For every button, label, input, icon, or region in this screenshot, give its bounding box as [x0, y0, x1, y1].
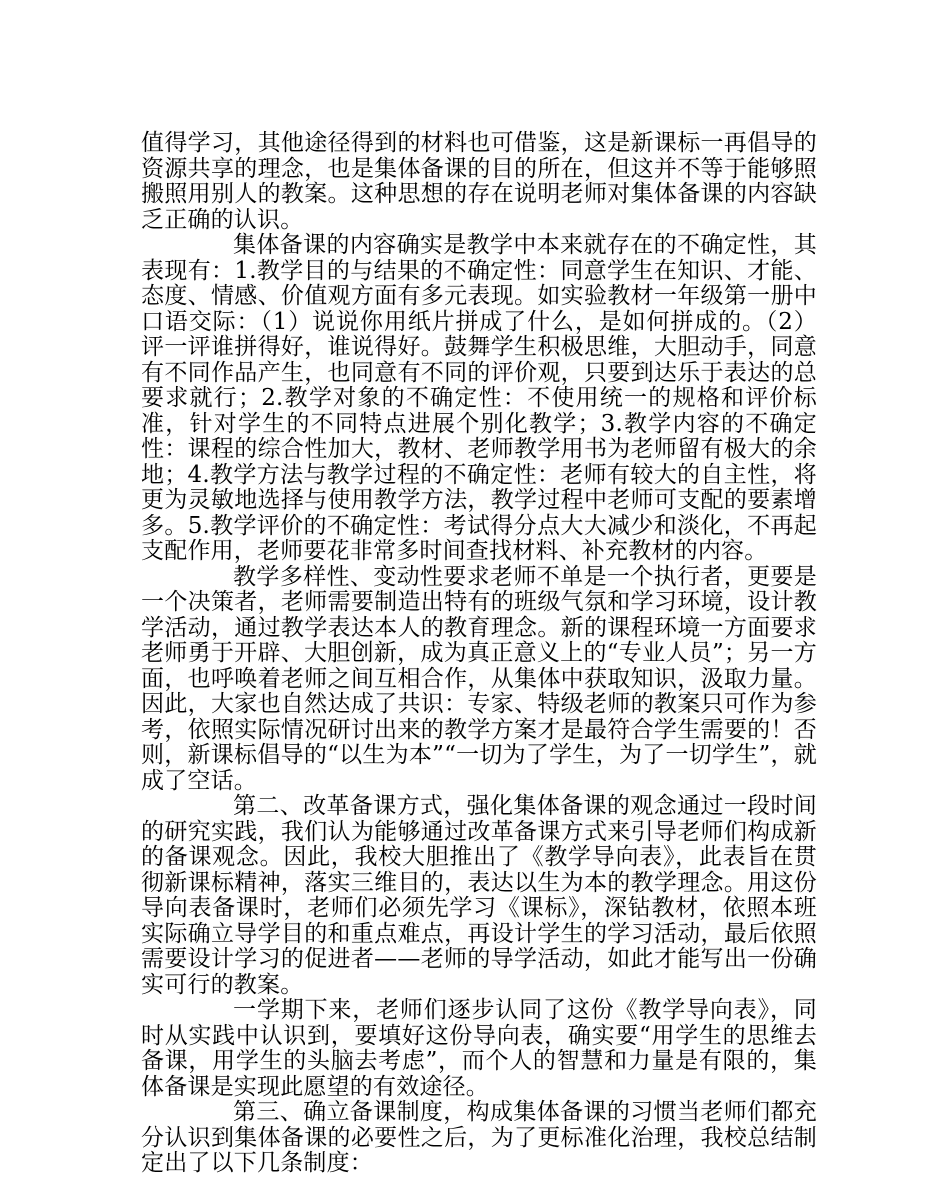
document-body — [141, 131, 817, 1177]
paragraph-3: 教学多样性、变动性要求老师不单是一个执行者，更要是一个决策者，老师需要制造出特有的班级气氛和学习环境，设计教学活动，通过教学表达本人的教育理念。新的课程环境一方面要求老师勇于开辟、大胆创新，成为真正意义上的“专业人员”；另一方面，也呼唤着老师之间互相合作，从集体中获取知识，汲取力量。因此，大家也自然达成了共识：专家、特级老师的教案只可作为参考，依照实际情况研讨出来的教学方案才是最符合学生需要的！否则，新课标倡导的“以生为本”“一切为了学生，为了一切学生”，就成了空话。 — [141, 563, 817, 794]
paragraph-5: 一学期下来，老师们逐步认同了这份《教学导向表》，同时从实践中认识到，要填好这份导向表，确实要“用学生的思维去备课，用学生的头脑去考虑”，而个人的智慧和力量是有限的，集体备课是实现此愿望的有效途径。 — [141, 997, 817, 1100]
paragraph-1: 值得学习，其他途径得到的材料也可借鉴，这是新课标一再倡导的资源共享的理念，也是集体备课的目的所在，但这并不等于能够照搬照用别人的教案。这种思想的存在说明老师对集体备课的内容缺乏正确的认识。 — [141, 130, 817, 233]
paragraph-2: 集体备课的内容确实是教学中本来就存在的不确定性，其表现有：1.教学目的与结果的不确定性：同意学生在知识、才能、态度、情感、价值观方面有多元表现。如实验教材一年级第一册中口语交际：（1）说说你用纸片拼成了什么，是如何拼成的。（2）评一评谁拼得好，谁说得好。鼓舞学生积极思维，大胆动手，同意有不同作品产生，也同意有不同的评价观，只要到达乐于表达的总要求就行；2.教学对象的不确定性：不使用统一的规格和评价标准，针对学生的不同特点进展个别化教学；3.教学内容的不确定性：课程的综合性加大，教材、老师教学用书为老师留有极大的余地；4.教学方法与教学过程的不确定性：老师有较大的自主性，将更为灵敏地选择与使用教学方法，教学过程中老师可支配的要素增多。5.教学评价的不确定性：考试得分点大大减少和淡化，不再起支配作用，老师要花非常多时间查找材料、补充教材的内容。 — [141, 232, 817, 564]
paragraph-6: 第三、确立备课制度，构成集体备课的习惯当老师们都充分认识到集体备课的必要性之后，为了更标准化治理，我校总结制定出了以下几条制度： — [141, 1099, 817, 1176]
paragraph-4: 第二、改革备课方式，强化集体备课的观念通过一段时间的研究实践，我们认为能够通过改革备课方式来引导老师们构成新的备课观念。因此，我校大胆推出了《教学导向表》，此表旨在贯彻新课标精神，落实三维目的，表达以生为本的教学理念。用这份导向表备课时，老师们必须先学习《课标》，深钻教材，依照本班实际确立导学目的和重点难点，再设计学生的学习活动，最后依照需要设计学习的促进者——老师的导学活动，如此才能写出一份确实可行的教案。 — [141, 793, 817, 998]
